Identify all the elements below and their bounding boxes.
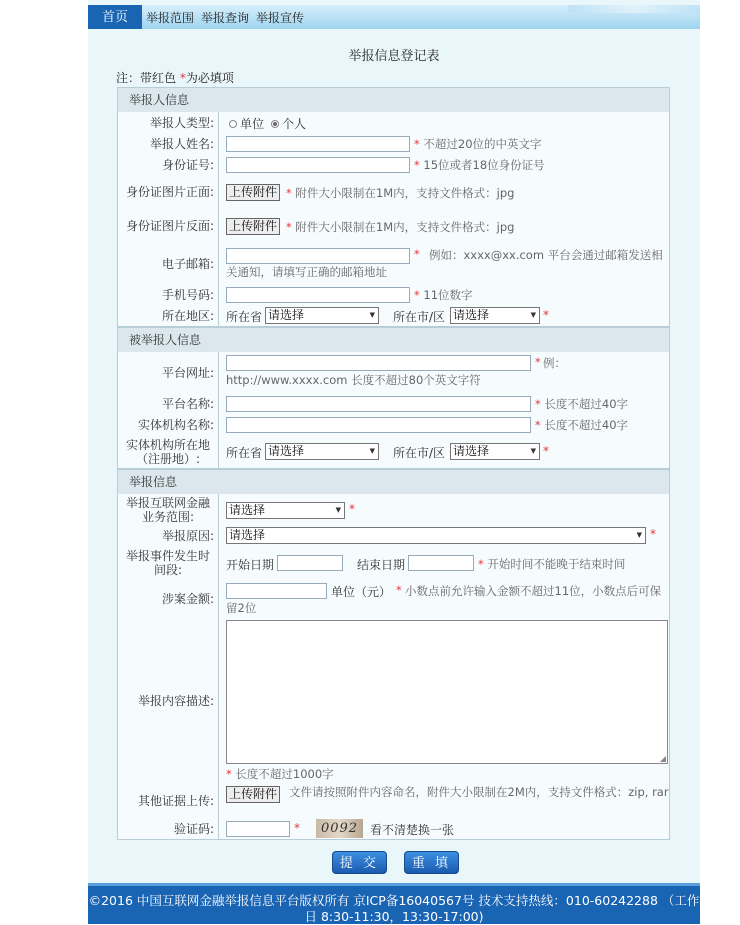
- chevron-down-icon: ▼: [369, 311, 375, 319]
- entity-province-label: 所在省: [226, 446, 263, 460]
- required-note: [116, 69, 234, 86]
- captcha-image[interactable]: 0092: [316, 819, 363, 838]
- platform-url-label: 平台网址:: [118, 352, 219, 393]
- id-back-upload-button[interactable]: 上传附件: [226, 218, 280, 235]
- submit-button[interactable]: 提 交: [332, 851, 387, 874]
- row-platform-url: [117, 352, 670, 394]
- email-label: 电子邮箱:: [118, 243, 219, 284]
- captcha-star: *: [294, 821, 300, 835]
- id-front-hint: * 附件大小限制在1M内，支持文件格式：jpg: [286, 186, 515, 200]
- id-front-label: 身份证图片正面:: [118, 175, 219, 209]
- chevron-down-icon: ▼: [636, 531, 642, 539]
- captcha-refresh-link[interactable]: 看不清楚换一张: [370, 823, 455, 837]
- chevron-down-icon: ▼: [335, 506, 341, 514]
- end-date-label: 结束日期: [357, 558, 406, 572]
- row-content: [117, 617, 670, 785]
- content-label: 举报内容描述:: [118, 617, 219, 784]
- id-back-hint: * 附件大小限制在1M内，支持文件格式：jpg: [286, 220, 515, 234]
- row-time-range: [117, 546, 670, 581]
- content-textarea[interactable]: [226, 620, 668, 764]
- section-report: [117, 469, 670, 495]
- business-scope-label: 举报互联网金融业务范围:: [118, 494, 219, 525]
- row-platform-name: [117, 393, 670, 415]
- report-reason-label: 举报原因:: [118, 525, 219, 546]
- nav-decoration: [568, 5, 700, 13]
- note-prefix: 注：带红色: [116, 71, 180, 85]
- row-amount: [117, 580, 670, 618]
- chevron-down-icon: ▼: [530, 311, 536, 319]
- nav-item-promo[interactable]: 举报宣传: [256, 11, 305, 25]
- evidence-upload-button[interactable]: 上传附件: [226, 786, 280, 803]
- time-range-hint: * 开始时间不能晚于结束时间: [478, 557, 626, 571]
- footer: ©2016 中国互联网金融举报信息平台版权所有 京ICP备16040567号 技术支持热线：010-60242288 （工作日 8:30-11:30，13:30-17:00): [88, 883, 700, 924]
- id-number-hint: * 15位或者18位身份证号: [414, 158, 545, 172]
- platform-name-input[interactable]: [226, 396, 531, 412]
- reporter-name-label: 举报人姓名:: [118, 133, 219, 154]
- entity-province-select[interactable]: 请选择 ▼: [265, 443, 379, 460]
- chevron-down-icon: ▼: [530, 447, 536, 455]
- nav-item-query[interactable]: 举报查询: [201, 11, 250, 25]
- business-scope-select[interactable]: 请选择 ▼: [226, 502, 345, 519]
- section-report-title: 举报信息: [129, 475, 178, 489]
- start-date-input[interactable]: [277, 555, 343, 571]
- email-required-star: *: [414, 247, 420, 261]
- row-email: [117, 243, 670, 285]
- radio-unit[interactable]: [229, 120, 237, 128]
- region-required-star: *: [543, 308, 549, 322]
- entity-name-input[interactable]: [226, 417, 531, 433]
- entity-name-label: 实体机构名称:: [118, 414, 219, 435]
- id-number-label: 身份证号:: [118, 154, 219, 175]
- row-id-back: [117, 209, 670, 244]
- row-reporter-name: [117, 133, 670, 155]
- platform-url-hint: 例：http://www.xxxx.com 长度不超过80个英文字符: [226, 356, 566, 387]
- amount-label: 涉案金额:: [118, 580, 219, 617]
- start-date-label: 开始日期: [226, 558, 275, 572]
- chevron-down-icon: ▼: [369, 447, 375, 455]
- row-captcha: [117, 818, 670, 840]
- radio-unit-label: 单位: [240, 117, 265, 131]
- evidence-hint: 文件请按照附件内容命名，附件大小限制在2M内，支持文件格式：zip, rar: [289, 785, 669, 799]
- resize-handle-icon[interactable]: ◢: [659, 754, 666, 763]
- region-province-select[interactable]: 请选择 ▼: [265, 307, 379, 324]
- entity-city-select[interactable]: 请选择 ▼: [450, 443, 540, 460]
- reporter-type-label: 举报人类型:: [118, 112, 219, 133]
- amount-unit: 单位（元）: [331, 585, 392, 599]
- phone-hint: * 11位数字: [414, 288, 473, 302]
- row-evidence: [117, 784, 670, 819]
- entity-city-label: 所在市/区: [393, 446, 446, 460]
- row-phone: [117, 284, 670, 306]
- reporter-name-input[interactable]: [226, 136, 410, 152]
- reporter-name-hint: * 不超过20位的中英文字: [414, 137, 542, 151]
- region-label: 所在地区:: [118, 305, 219, 326]
- row-entity-location: [117, 435, 670, 469]
- row-reporter-type: [117, 112, 670, 134]
- platform-name-hint: * 长度不超过40字: [535, 397, 629, 411]
- row-entity-name: [117, 414, 670, 436]
- platform-name-label: 平台名称:: [118, 393, 219, 414]
- section-reported: [117, 327, 670, 353]
- reset-button[interactable]: 重 填: [404, 851, 459, 874]
- note-suffix: 为必填项: [185, 71, 234, 85]
- section-reported-title: 被举报人信息: [129, 333, 202, 347]
- captcha-input[interactable]: [226, 821, 290, 837]
- row-id-number: [117, 154, 670, 176]
- form-title: 举报信息登记表: [348, 49, 440, 64]
- content-hint: * 长度不超过1000字: [226, 767, 334, 781]
- business-scope-star: *: [349, 502, 355, 516]
- id-front-upload-button[interactable]: 上传附件: [226, 184, 280, 201]
- platform-url-star: *: [535, 355, 541, 369]
- row-id-front: [117, 175, 670, 210]
- section-reporter-title: 举报人信息: [129, 93, 190, 107]
- amount-hint: 小数点前允许输入金额不超过11位，小数点后可保留2位: [226, 584, 662, 615]
- phone-label: 手机号码:: [118, 284, 219, 305]
- row-region: [117, 305, 670, 327]
- id-back-label: 身份证图片反面:: [118, 209, 219, 243]
- report-reason-star: *: [650, 527, 656, 541]
- row-report-reason: [117, 525, 670, 547]
- nav-item-scope[interactable]: 举报范围: [146, 11, 195, 25]
- top-nav: [88, 5, 700, 29]
- note-star: *: [179, 71, 186, 85]
- time-range-label: 举报事件发生时间段:: [118, 546, 219, 580]
- region-province-label: 所在省: [226, 310, 263, 324]
- email-hint: 例如：xxxx@xx.com 平台会通过邮箱发送相关通知，请填写正确的邮箱地址: [226, 248, 663, 279]
- entity-name-hint: * 长度不超过40字: [535, 418, 629, 432]
- amount-star: *: [396, 583, 402, 597]
- entity-location-label: 实体机构所在地（注册地）:: [118, 435, 219, 468]
- page-container: [88, 0, 700, 924]
- nav-home-link[interactable]: 首页: [88, 5, 142, 29]
- end-date-input[interactable]: [408, 555, 474, 571]
- report-reason-select[interactable]: 请选择 ▼: [226, 527, 646, 544]
- id-number-input[interactable]: [226, 157, 410, 173]
- phone-input[interactable]: [226, 287, 410, 303]
- evidence-label: 其他证据上传:: [118, 784, 219, 818]
- radio-person[interactable]: [271, 120, 279, 128]
- captcha-label: 验证码:: [118, 818, 219, 839]
- row-business-scope: [117, 494, 670, 526]
- entity-location-star: *: [543, 444, 549, 458]
- region-city-label: 所在市/区: [393, 310, 446, 324]
- radio-person-label: 个人: [282, 117, 307, 131]
- section-reporter: [117, 87, 670, 113]
- reporter-type-value: [220, 112, 669, 133]
- region-city-select[interactable]: 请选择 ▼: [450, 307, 540, 324]
